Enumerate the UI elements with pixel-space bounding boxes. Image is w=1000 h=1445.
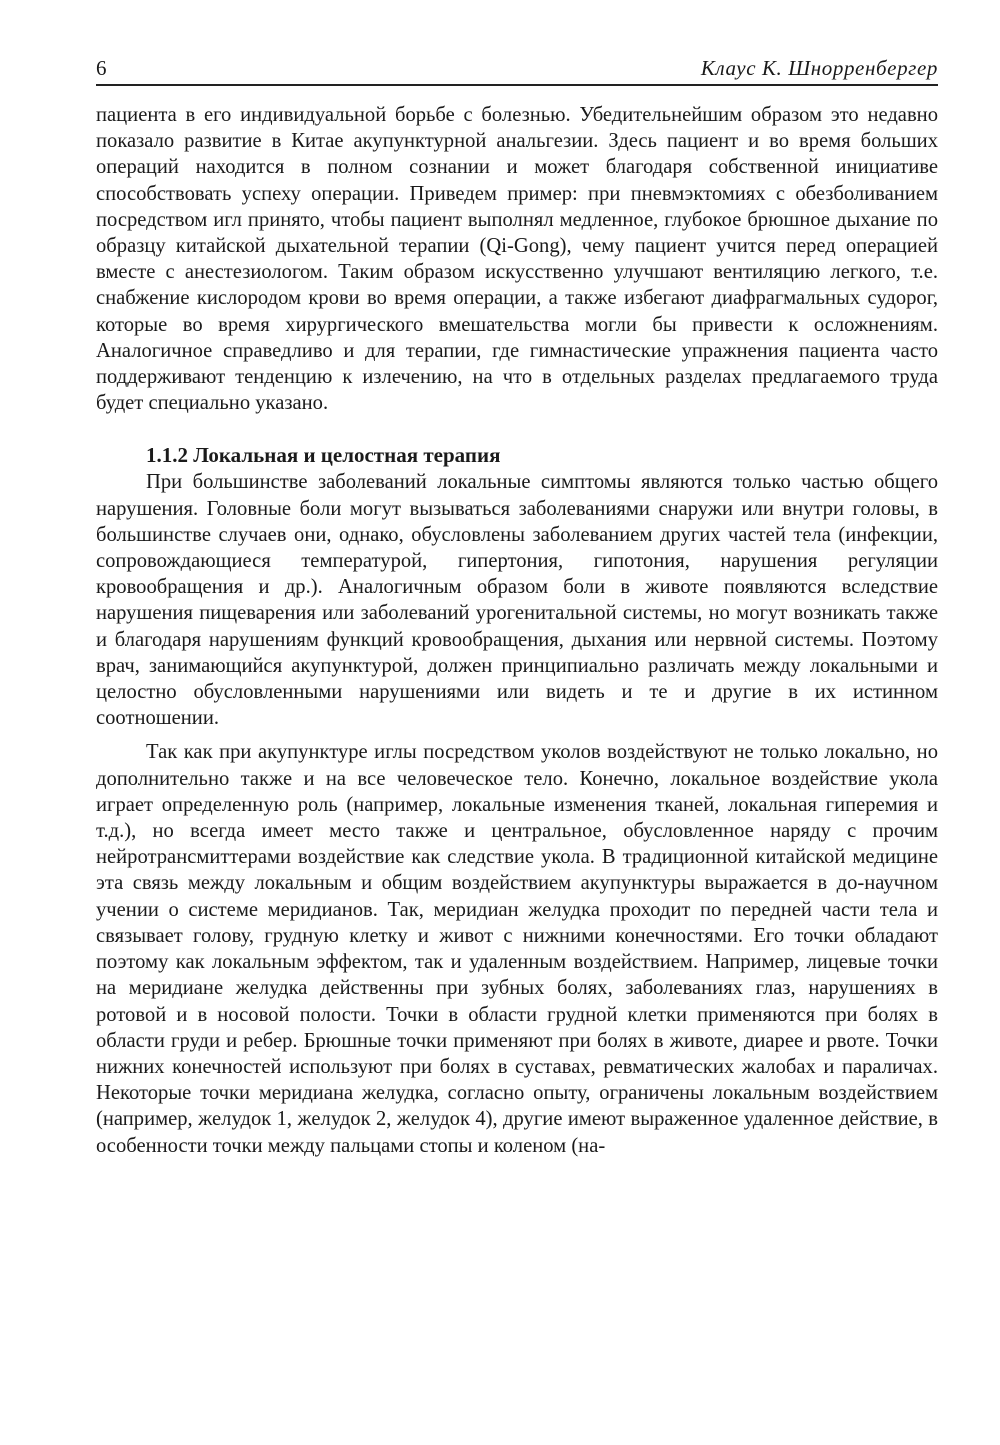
paragraph-local-symptoms: При большинстве заболеваний локальные симптомы являются только частью общего нарушения. Головные боли могут вызываться заболеваниями снаружи или внутри головы, в большинстве случаев они, однако, обусловлены заболеванием других частей тела (инфекции, сопровождающиеся температурой, гипертония, гипотония, нарушения регуляции кровообращения и др.). Аналогичным образом боли в животе появляются вследствие нарушения пищеварения или заболеваний урогенитальной системы, но могут возникать также и благодаря нарушениям функций кровообращения, дыхания или нервной системы. Поэтому врач, занимающийся акупунктурой, должен принципиально различать между локальными и целостно обусловленными нарушениями или видеть и те и другие в их истинном соотношении.: [96, 471, 938, 730]
running-header: [96, 52, 938, 86]
body-text: [96, 102, 938, 1159]
running-header-author: Клаус К. Шнорренбергер: [700, 56, 938, 80]
paragraph-gap: [96, 731, 938, 739]
book-page: [96, 52, 938, 1159]
section-heading: 1.1.2 Локальная и целостная терапия: [146, 443, 501, 468]
paragraph-acupuncture-effect: Так как при акупунктуре иглы посредством уколов воздействуют не только локально, но дополнительно также и на все человеческое тело. Конечно, локальное воздействие укола играет определенную роль (например, локальные изменения тканей, локальная гиперемия и т.д.), но всегда имеет место также и центральное, обусловленное наряду с прочим нейротрансмиттерами воздействие как следствие укола. В традиционной китайской медицине эта связь между локальным и общим воздействием акупунктуры выражается в до-научном учении о системе меридианов. Так, меридиан желудка проходит по передней части тела и связывает голову, грудную клетку и живот с нижними конечностями. Его точки обладают поэтому как локальным эффектом, так и удаленным воздействием. Например, лицевые точки на меридиане желудка действенны при зубных болях, заболеваниях глаз, нарушениях в ротовой и в носовой полости. Точки в области грудной клетки применяются при болях в области груди и ребер. Брюшные точки применяют при болях в животе, диарее и рвоте. Точки нижних конечностей используют при болях в суставах, ревматических жалобах и параличах. Некоторые точки меридиана желудка, согласно опыту, ограничены локальным воздействием (например, желудок 1, желудок 2, желудок 4), другие имеют выраженное удаленное действие, в особенности точки между пальцами стопы и коленом (на-: [96, 741, 938, 1157]
page-number: 6: [96, 56, 107, 80]
paragraph-continuation: пациента в его индивидуальной борьбе с болезнью. Убедительнейшим образом это недавно показало развитие в Китае акупунктурной анальгезии. Здесь пациент и во время больших операций находится в полном сознании и может благодаря собственной инициативе способствовать успеху операции. Приведем пример: при пневмэктомиях с обезболиванием посредством игл принято, чтобы пациент выполнял медленное, глубокое брюшное дыхание по образцу китайской дыхательной терапии (Qi-Gong), чему пациент учится перед операцией вместе с анестезиологом. Таким образом искусственно улучшают вентиляцию легкого, т.е. снабжение кислородом крови во время операции, а также избегают диафрагмальных судорог, которые во время хирургического вмешательства могли бы привести к осложнениям. Аналогичное справедливо и для терапии, где гимнастические упражнения пациента часто поддерживают тенденцию к излечению, на что в отдельных разделах предлагаемого труда будет специально указано.: [96, 104, 938, 415]
